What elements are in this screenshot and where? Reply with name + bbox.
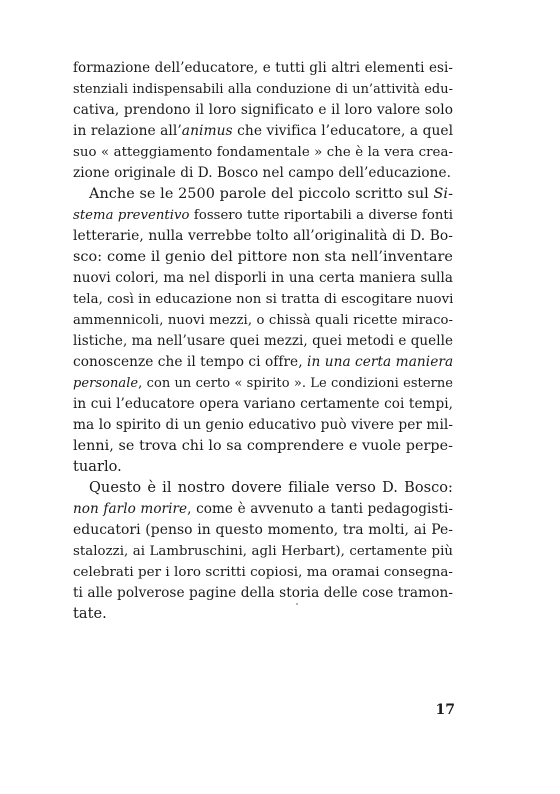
text-segment: che vivifica l’educatore, a quel <box>232 123 454 139</box>
text-line <box>73 415 453 436</box>
text-segment: sco: come il genio del pittore non sta nell’inventare <box>73 249 453 265</box>
text-segment: ammennicoli, nuovi mezzi, o chissà quali ricette miraco- <box>73 313 453 328</box>
text-line <box>73 583 453 604</box>
text-segment: ma lo spirito di un genio educativo può vivere per mil- <box>73 417 453 433</box>
text-line <box>73 142 453 163</box>
text-line <box>73 331 453 352</box>
text-line <box>73 289 453 310</box>
text-line <box>73 562 453 583</box>
text-line <box>73 499 453 520</box>
italic-text: personale <box>73 376 139 391</box>
body-text <box>73 58 453 625</box>
italic-text: non farlo morire <box>73 501 188 517</box>
text-line <box>73 58 453 79</box>
text-line <box>73 457 453 478</box>
text-segment: cativa, prendono il loro significato e il loro valore solo <box>73 102 453 118</box>
text-segment: tela, così in educazione non si tratta di escogitare nuovi <box>73 292 454 307</box>
italic-text: stema preventivo <box>73 208 190 223</box>
text-segment: letterarie, nulla verrebbe tolto all’originalità di D. Bo- <box>73 228 453 244</box>
text-line <box>73 163 453 184</box>
text-segment: in cui l’educatore opera variano certamente coi tempi, <box>73 396 453 412</box>
text-segment: zione originale di D. Bosco nel campo dell’educazione. <box>73 165 451 181</box>
text-line <box>73 604 453 625</box>
text-segment: nuovi colori, ma nel disporli in una certa maniera sulla <box>73 270 453 286</box>
italic-text: in una certa maniera <box>307 354 454 370</box>
text-line <box>73 205 453 226</box>
text-line <box>73 436 453 457</box>
text-line <box>73 247 453 268</box>
text-segment: educatori (penso in questo momento, tra molti, ai Pe- <box>73 522 453 538</box>
text-segment: conoscenze che il tempo ci offre, <box>73 354 308 370</box>
text-segment: Questo è il nostro dovere filiale verso D. Bosco: <box>89 480 453 496</box>
text-line <box>73 121 453 142</box>
text-line <box>73 541 453 562</box>
text-segment: fossero tutte riportabili a diverse fonti <box>189 208 453 223</box>
text-segment: celebrati per i loro scritti copiosi, ma oramai consegna- <box>73 565 453 580</box>
text-segment: tuarlo. <box>73 459 122 475</box>
text-line <box>73 478 453 499</box>
text-line <box>73 79 453 100</box>
text-segment: Anche se le 2500 parole del piccolo scritto sul <box>89 186 434 202</box>
text-segment: in relazione all’ <box>73 123 182 139</box>
text-segment: tate. <box>73 606 107 622</box>
text-line <box>73 373 453 394</box>
print-speck <box>296 603 298 605</box>
text-segment: suo « atteggiamento fondamentale » che è la vera crea- <box>73 145 453 160</box>
text-line <box>73 310 453 331</box>
text-line <box>73 352 453 373</box>
text-line <box>73 100 453 121</box>
text-segment: stenziali indispensabili alla conduzione di un’attività edu- <box>73 82 453 97</box>
text-segment: stalozzi, ai Lambruschini, agli Herbart), certamente più <box>73 544 453 559</box>
text-segment: , come è avvenuto a tanti pedagogisti- <box>187 501 453 517</box>
text-line <box>73 520 453 541</box>
text-segment: lenni, se trova chi lo sa comprendere e vuole perpe- <box>73 438 453 454</box>
page-number: 17 <box>435 702 455 718</box>
italic-text: animus <box>181 123 233 139</box>
text-segment: ti alle polverose pagine della storia delle cose tramon- <box>73 585 453 601</box>
text-line <box>73 226 453 247</box>
text-segment: listiche, ma nell’usare quei mezzi, quei metodi e quelle <box>73 333 453 349</box>
italic-text: Si- <box>433 186 453 202</box>
text-segment: , con un certo « spirito ». Le condizioni esterne <box>138 376 453 391</box>
text-line <box>73 184 453 205</box>
text-segment: formazione dell’educatore, e tutti gli altri elementi esi- <box>73 60 453 76</box>
text-line <box>73 268 453 289</box>
text-line <box>73 394 453 415</box>
